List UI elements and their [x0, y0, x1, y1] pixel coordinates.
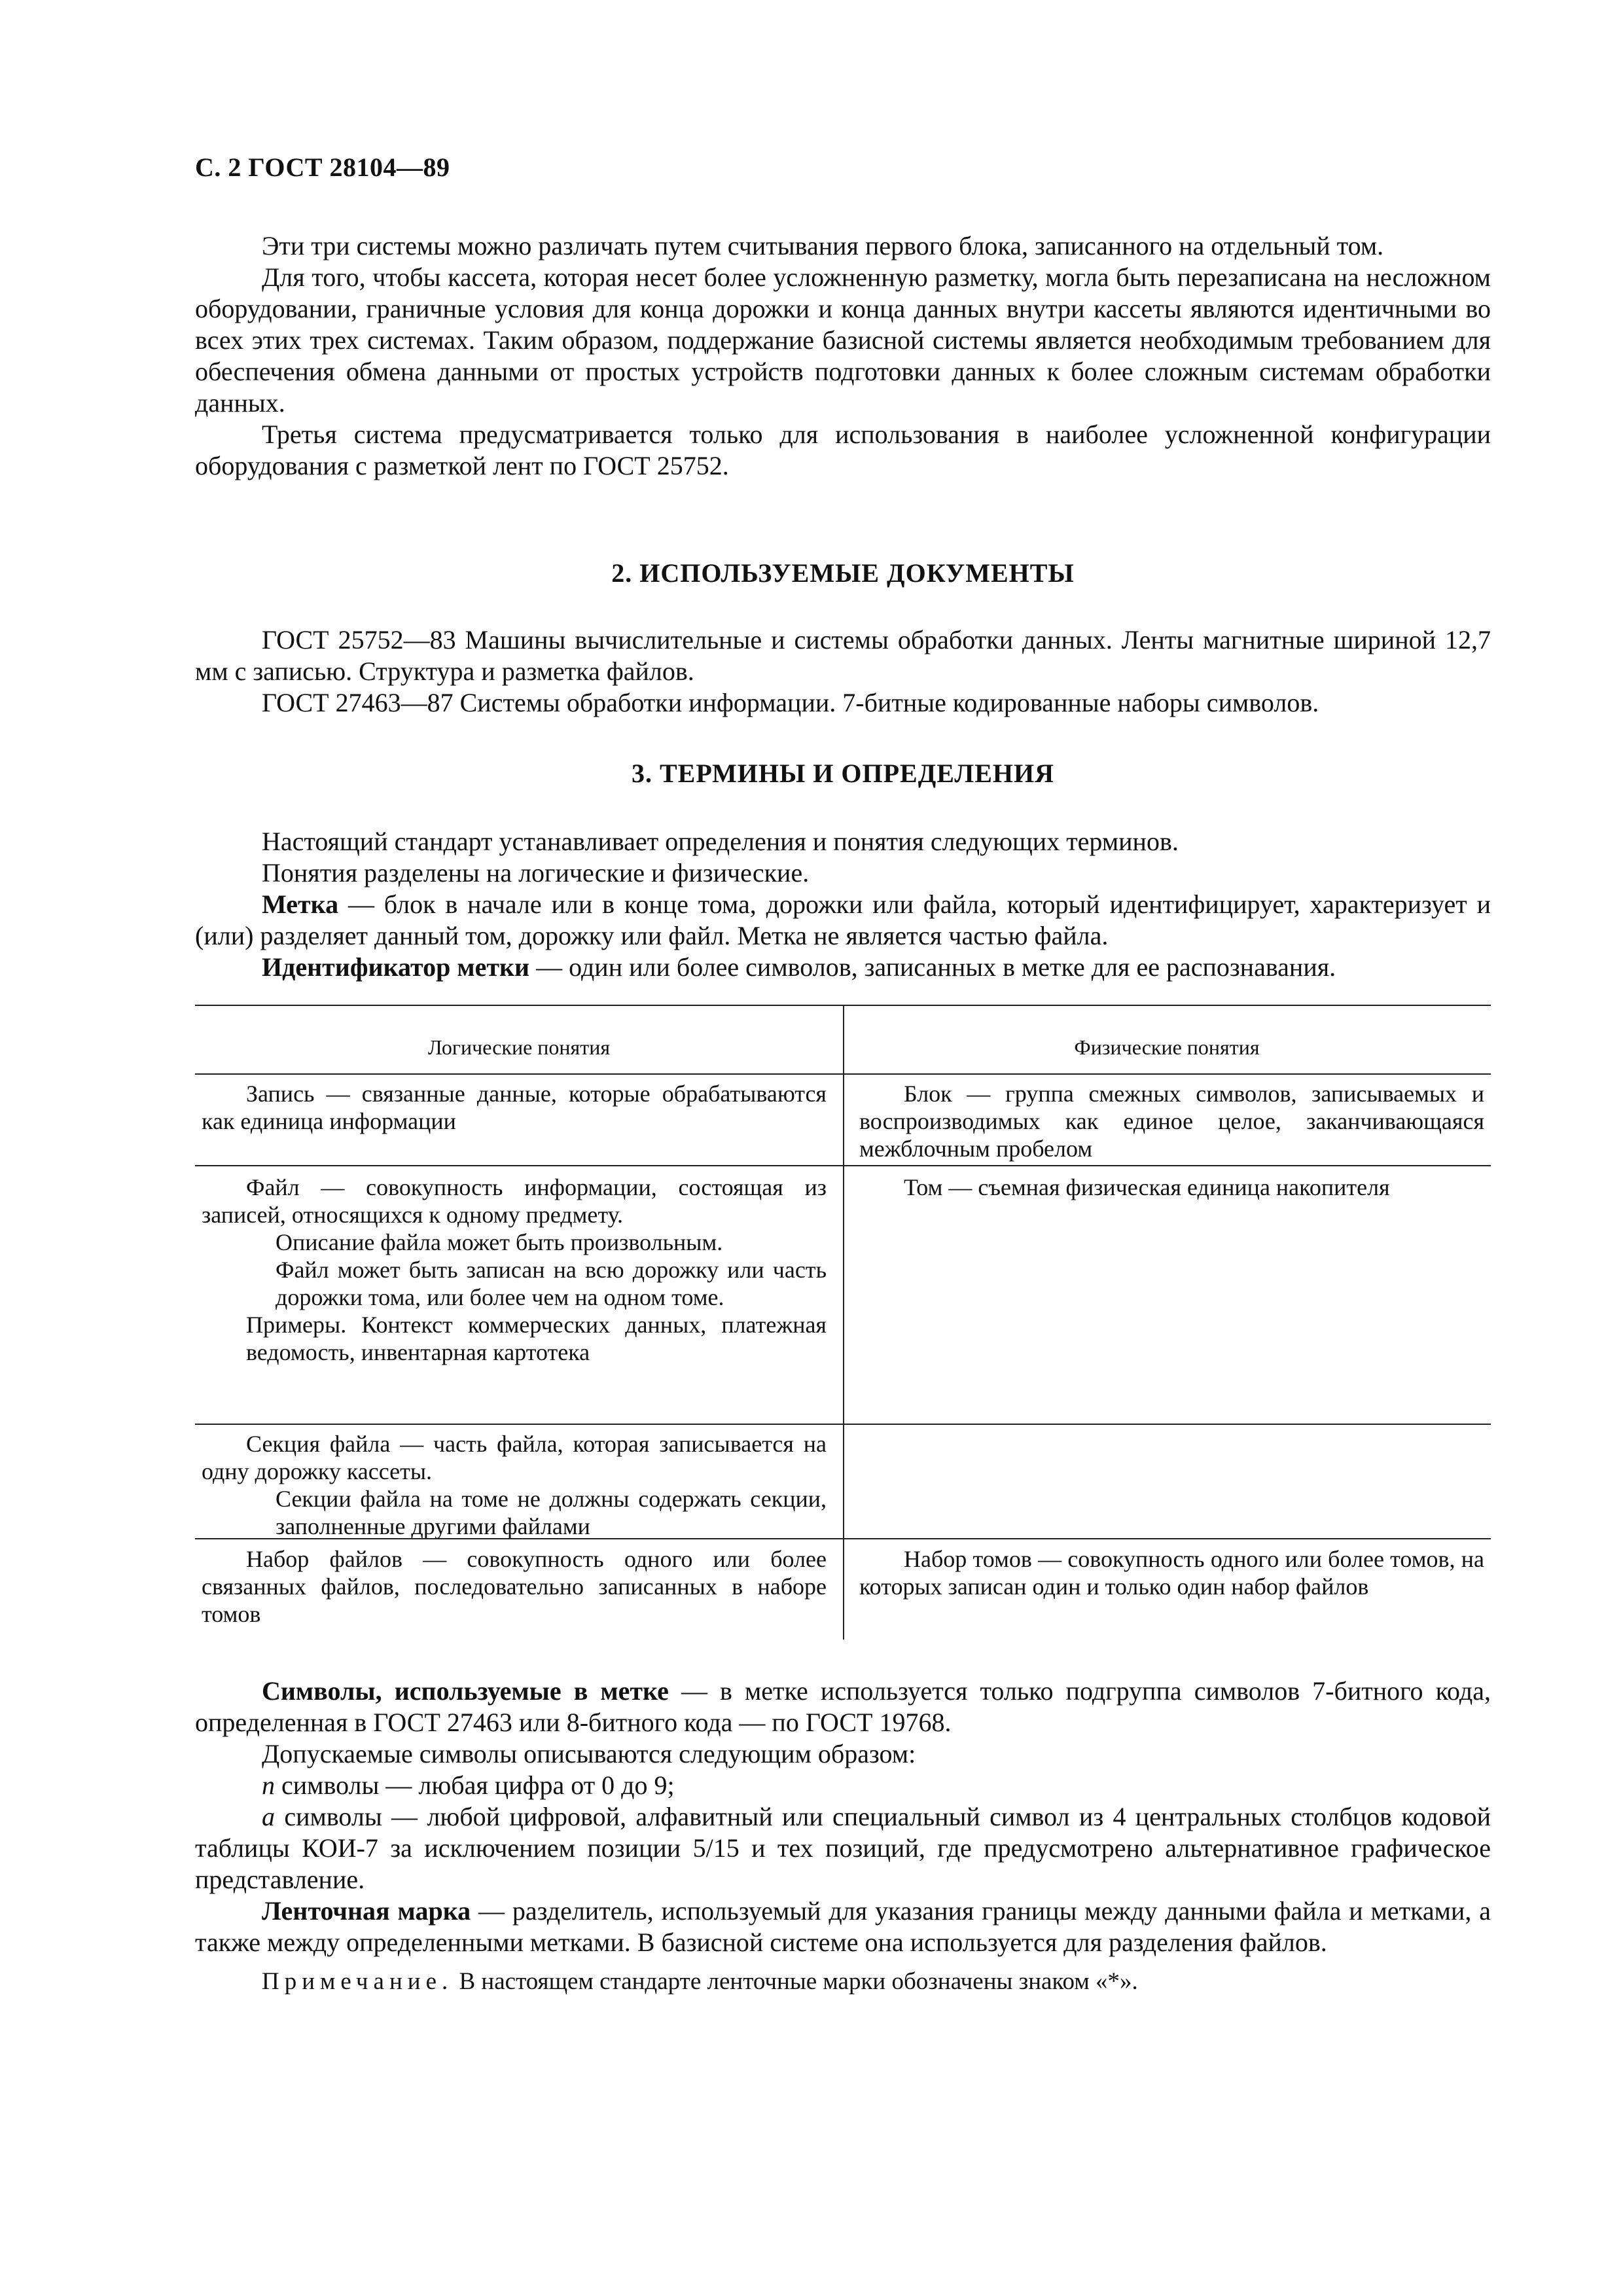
- cell-text: Запись — связанные данные, которые обрабатываются как единица информации: [202, 1081, 827, 1134]
- term: Символы, используемые в метке: [262, 1676, 669, 1706]
- definition-label-id: [195, 952, 1491, 983]
- cell-text: Блок — группа смежных символов, записываемых и воспроизводимых как единое целое, заканчивающаяся межблочным пробелом: [859, 1081, 1484, 1162]
- table-rule: [195, 1424, 1491, 1425]
- cell-text: Том — съемная физическая единица накопителя: [904, 1174, 1390, 1200]
- table-cell: [202, 1545, 827, 1628]
- note-label: Примечание.: [262, 1968, 454, 1995]
- column-header-logical: Логические понятия: [427, 1035, 611, 1059]
- definition-label: [195, 889, 1491, 952]
- table-cell: [859, 1174, 1484, 1201]
- definition: — один или более символов, записанных в метке для ее распознавания.: [529, 952, 1336, 982]
- definition: — блок в начале или в конце тома, дорожки или файла, который идентифицирует, характеризует и (или) разделяет данный том, дорожку или файл. Метка не является частью файла.: [195, 889, 1491, 950]
- paragraph: Настоящий стандарт устанавливает определения и понятия следующих терминов.: [262, 827, 1179, 856]
- symbol-letter: n: [262, 1770, 275, 1800]
- term: Ленточная марка: [262, 1896, 471, 1926]
- column-header-physical: Физические понятия: [1074, 1035, 1260, 1059]
- table-rule: [195, 1538, 1491, 1539]
- term: Метка: [262, 889, 339, 919]
- cell-text: Набор файлов — совокупность одного или более связанных файлов, последовательно записанных в наборе томов: [202, 1546, 827, 1627]
- table-cell: [202, 1430, 827, 1540]
- table-cell: [202, 1080, 827, 1135]
- definition-tape-mark: [195, 1895, 1491, 1958]
- definition: символы — любая цифра от 0 до 9;: [275, 1770, 675, 1800]
- table-rule: [195, 1165, 1491, 1166]
- paragraph: Для того, чтобы кассета, которая несет более усложненную разметку, могла быть перезаписана на несложном оборудовании, граничные условия для конца дорожки и конца данных внутри кассеты являются идентичными во всех этих трех системах. Таким образом, поддержание базисной системы является необходимым требованием для обеспечения обмена данными от простых устройств подготовки данных к более сложным системам обработки данных.: [195, 262, 1491, 418]
- concepts-table: [195, 1005, 1491, 1640]
- terms-text: [195, 826, 1491, 983]
- paragraph: Понятия разделены на логические и физические.: [262, 858, 810, 888]
- cell-text: Секции файла на томе не должны содержать секции, заполненные другими файлами: [276, 1486, 827, 1539]
- cell-text: Файл — совокупность информации, состоящая из записей, относящихся к одному предмету.: [202, 1174, 827, 1228]
- section-heading-terms: 3. ТЕРМИНЫ И ОПРЕДЕЛЕНИЯ: [631, 759, 1054, 788]
- cell-text: Секция файла — часть файла, которая записывается на одну дорожку кассеты.: [202, 1431, 827, 1484]
- table-cell: [859, 1080, 1484, 1162]
- cell-text: Примеры. Контекст коммерческих данных, платежная ведомость, инвентарная картотека: [246, 1312, 827, 1365]
- cell-text: Файл может быть записан на всю дорожку или часть дорожки тома, или более чем на одном томе.: [276, 1257, 827, 1310]
- paragraph: Эти три системы можно различать путем считывания первого блока, записанного на отдельный том.: [262, 231, 1384, 260]
- table-cell: [859, 1545, 1484, 1600]
- note: [195, 1966, 1491, 1998]
- definition: символы — любой цифровой, алфавитный или специальный символ из 4 центральных столбцов кодовой таблицы КОИ-7 за исключением позиции 5/15 и тех позиций, где предусмотрено альтернативное графическое представление.: [195, 1802, 1491, 1894]
- n-symbols: [195, 1770, 1491, 1801]
- table-column-divider: [843, 1005, 844, 1640]
- documents-list: [195, 624, 1491, 719]
- paragraph: Допускаемые символы описываются следующим образом:: [262, 1739, 916, 1768]
- document-reference: ГОСТ 27463—87 Системы обработки информации. 7-битные кодированные наборы символов.: [262, 688, 1319, 717]
- intro-text: [195, 230, 1491, 482]
- table-cell: [202, 1174, 827, 1366]
- note-text: В настоящем стандарте ленточные марки обозначены знаком «*».: [453, 1968, 1138, 1995]
- definition-symbols: [195, 1676, 1491, 1738]
- document-reference: ГОСТ 25752—83 Машины вычислительные и системы обработки данных. Ленты магнитные шириной 12,7 мм с записью. Структура и разметка файлов.: [195, 625, 1491, 686]
- section-heading-documents: 2. ИСПОЛЬЗУЕМЫЕ ДОКУМЕНТЫ: [611, 558, 1075, 588]
- a-symbols: [195, 1801, 1491, 1895]
- symbol-letter: a: [262, 1802, 275, 1831]
- cell-text: Описание файла может быть произвольным.: [276, 1229, 723, 1255]
- cell-text: Набор томов — совокупность одного или более томов, на которых записан один и только один набор файлов: [859, 1546, 1484, 1600]
- page-header: С. 2 ГОСТ 28104—89: [195, 152, 450, 182]
- bottom-text: [195, 1676, 1491, 1998]
- term: Идентификатор метки: [262, 952, 530, 982]
- definition: — в метке используется только подгруппа символов 7-битного кода, определенная в ГОСТ 27463 или 8-битного кода — по ГОСТ 19768.: [195, 1676, 1491, 1737]
- definition: — разделитель, используемый для указания границы между данными файла и метками, а также между определенными метками. В базисной системе она используется для разделения файлов.: [195, 1896, 1491, 1957]
- paragraph: Третья система предусматривается только для использования в наиболее усложненной конфигурации оборудования с разметкой лент по ГОСТ 25752.: [195, 420, 1491, 480]
